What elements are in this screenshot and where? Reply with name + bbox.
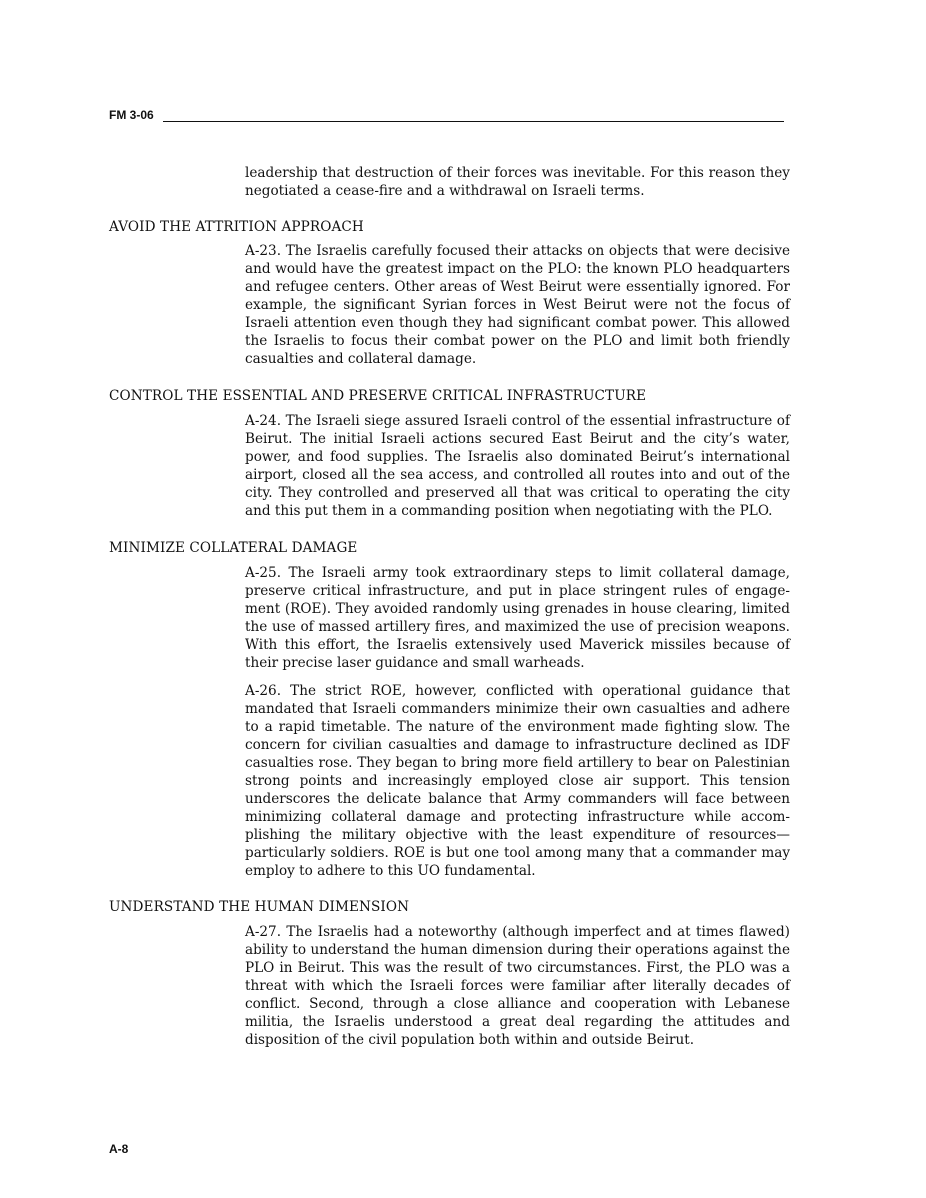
carryover-paragraph: leadership that destruction of their forces was inevitable. For this reason they negotiated a cease-fire and a withdrawal on Israeli terms. xyxy=(245,165,790,199)
section-heading-infrastructure: CONTROL THE ESSENTIAL AND PRESERVE CRITICAL INFRASTRUCTURE xyxy=(109,388,647,404)
paragraph-a-25: A-25. The Israeli army took extraordinary steps to limit collateral damage, preserve critical infrastructure, and put in place stringent rules of engagement (ROE). They avoided randomly using grenades in house clearing, limited the use of massed artillery fires, and maximized the use of precision weapons. With this effort, the Israelis extensively used Maverick missiles because of their precise laser guidance and small warheads. xyxy=(245,565,790,671)
header-rule xyxy=(163,121,784,122)
section-heading-attrition: AVOID THE ATTRITION APPROACH xyxy=(109,219,364,235)
section-heading-human-dimension: UNDERSTAND THE HUMAN DIMENSION xyxy=(109,899,410,915)
paragraph-a-27: A-27. The Israelis had a noteworthy (although imperfect and at times flawed) ability to understand the human dimension during their operations against the PLO in Beirut. This was the result of two circumstances. First, the PLO was a threat with which the Israeli forces were familiar after literally decades of conflict. Second, through a close alliance and cooperation with Lebanese militia, the Israelis understood a great deal regarding the attitudes and disposition of the civil population both within and outside Beirut. xyxy=(245,924,790,1048)
page-number: A-8 xyxy=(109,1142,129,1156)
paragraph-a-26: A-26. The strict ROE, however, conflicted with operational guidance that mandated that Israeli commanders minimize their own casualties and adhere to a rapid timetable. The nature of the environment made fighting slow. The concern for civilian casualties and damage to infrastructure declined as IDF casualties rose. They began to bring more field artillery to bear on Palestinian strong points and increasingly employed close air support. This tension underscores the delicate balance that Army commanders will face between minimizing collateral damage and protecting infrastructure while accomplishing the military objective with the least expenditure of resources—particularly soldiers. ROE is but one tool among many that a commander may employ to adhere to this UO fundamental. xyxy=(245,683,790,879)
paragraph-a-23: A-23. The Israelis carefully focused their attacks on objects that were decisive and would have the greatest impact on the PLO: the known PLO headquarters and refugee centers. Other areas of West Beirut were essentially ignored. For example, the significant Syrian forces in West Beirut were not the focus of Israeli attention even though they had significant combat power. This allowed the Israelis to focus their combat power on the PLO and limit both friendly casualties and collateral damage. xyxy=(245,243,790,367)
running-head: FM 3-06 xyxy=(109,108,154,122)
paragraph-a-24: A-24. The Israeli siege assured Israeli control of the essential infrastructure of Beirut. The initial Israeli actions secured East Beirut and the city’s water, power, and food supplies. The Israelis also dominated Beirut’s international airport, closed all the sea access, and controlled all routes into and out of the city. They controlled and preserved all that was critical to operating the city and this put them in a commanding position when negotiating with the PLO. xyxy=(245,413,790,519)
section-heading-collateral: MINIMIZE COLLATERAL DAMAGE xyxy=(109,540,358,556)
